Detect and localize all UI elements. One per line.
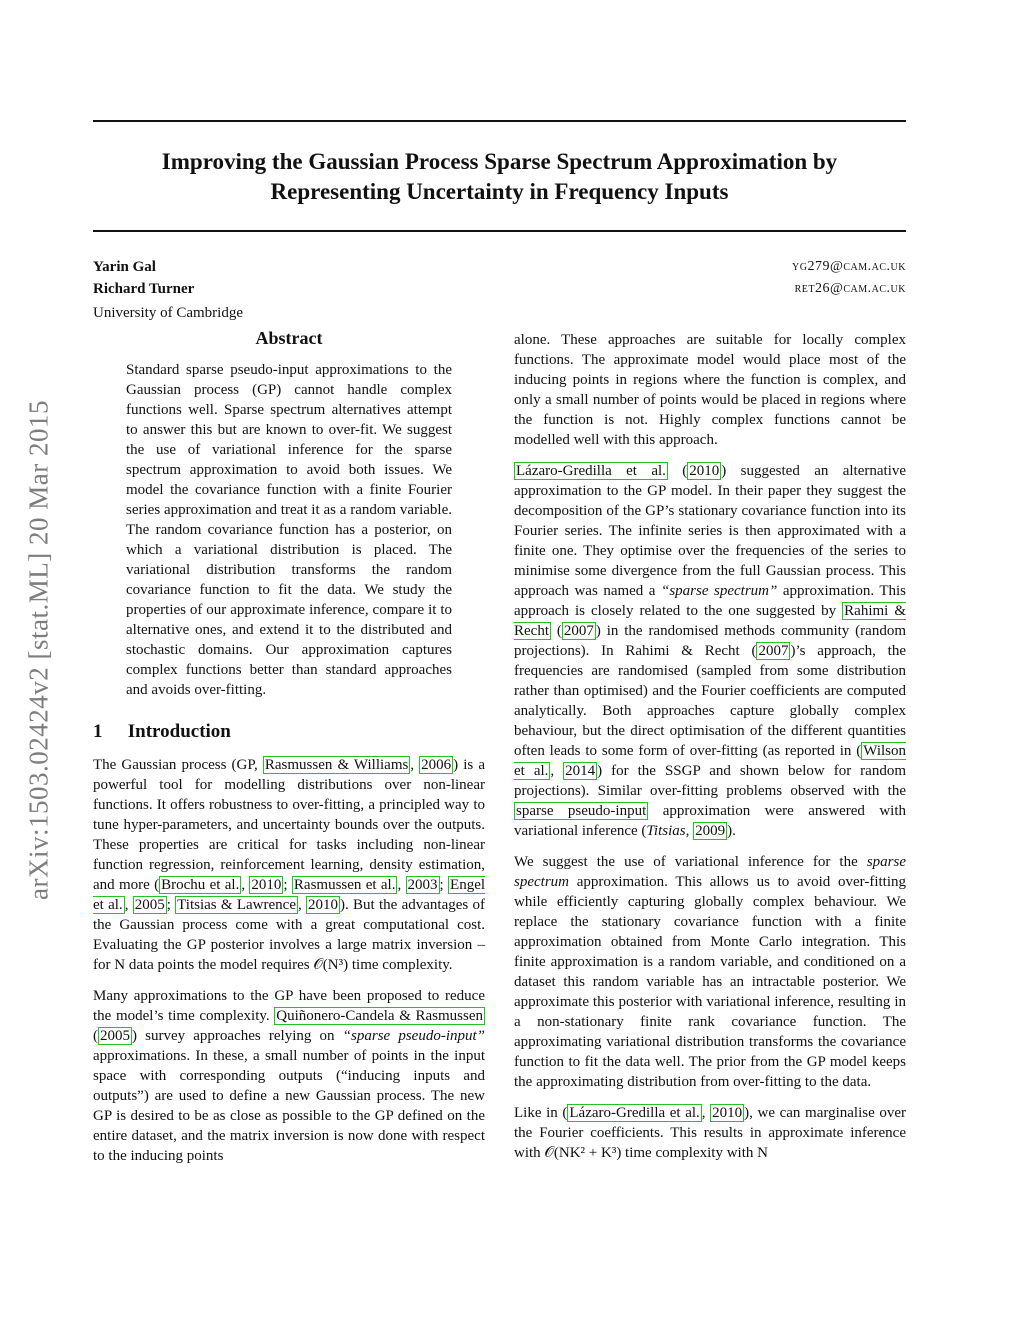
- citation-link[interactable]: 2005: [100, 1028, 130, 1044]
- intro-paragraph-2: [93, 986, 485, 1166]
- body-text: ,: [397, 877, 406, 893]
- citation-link[interactable]: Titsias & Lawrence: [177, 897, 296, 913]
- author-name: Richard Turner: [93, 281, 195, 297]
- citation-link[interactable]: Lázaro-Gredilla et al.: [569, 1105, 700, 1121]
- intro-paragraph-1: [93, 755, 485, 975]
- citation-link[interactable]: Brochu et al.: [161, 877, 240, 893]
- citation-link[interactable]: Rasmussen et al.: [293, 877, 396, 893]
- intro-paragraph-continued: alone. These approaches are suitable for locally complex functions. The approximate model would place most of the inducing points in regions where the function is complex, and only a small number of points would be placed in regions where the function is not. Highly complex functions cannot be modelled well with this approach.: [514, 332, 906, 448]
- body-text: (: [93, 1028, 98, 1044]
- author-email: yg279@cam.ac.uk: [792, 259, 906, 274]
- citation-link[interactable]: 2003: [407, 877, 438, 893]
- author-email: ret26@cam.ac.uk: [794, 281, 906, 296]
- body-text: ,: [701, 1105, 711, 1121]
- citation-link[interactable]: Rasmussen & Williams: [264, 757, 409, 773]
- body-text: We suggest the use of variational inference for the: [514, 854, 867, 870]
- intro-paragraph-4: [514, 852, 906, 1092]
- author-row: [93, 278, 906, 300]
- citation-link[interactable]: Lázaro-Gredilla et al.: [516, 463, 666, 479]
- arxiv-identifier: arXiv:1503.02424v2 [stat.ML] 20 Mar 2015: [23, 400, 54, 900]
- body-text: ) in the randomised methods community (random projections). In: [514, 623, 906, 659]
- abstract-text: Standard sparse pseudo-input approximations to the Gaussian process (GP) cannot handle complex functions well. Sparse spectrum alternatives attempt to answer this but are known to over-fit. We suggest the use of variational inference for the sparse spectrum approximation to avoid both issues. We model the covariance function with a finite Fourier series approximation and treat it as a random variable. The random covariance function has a posterior, on which a variational distribution is placed. The variational distribution transforms the random covariance function to fit the data. We study the properties of our approximate inference, compare it to alternative ones, and extend it to the distributed and stochastic domains. Our approximation captures complex functions better than standard approaches and avoids over-fitting.: [126, 362, 452, 698]
- author-block: [93, 256, 906, 324]
- body-text: ), we can marginalise over the Fourier coefficients. This results in approximate inference with 𝒪(NK² + K³) time complexity with N: [514, 1105, 907, 1161]
- body-text: ;: [166, 897, 176, 913]
- body-text: ).: [727, 823, 736, 839]
- body-text: ,: [685, 823, 694, 839]
- body-text: )’s approach, the frequencies are randomised (sampled from some distribution rather than optimised) and the Fourier coefficients are computed analytically. Both approaches capture globally complex behaviour, but the direct optimisation of the different quantities often leads to some form of over-fitting (as reported in (: [514, 643, 907, 759]
- body-text: ,: [410, 757, 420, 773]
- citation-link[interactable]: sparse pseudo-input: [516, 803, 647, 819]
- body-text: approximation were answered with variational inference (: [514, 803, 906, 839]
- body-text: ,: [298, 897, 307, 913]
- title-line-2: Representing Uncertainty in Frequency Inputs: [270, 179, 729, 204]
- citation-link[interactable]: 2007: [758, 643, 789, 659]
- intro-paragraph-5: [514, 1103, 906, 1163]
- left-column: [93, 326, 485, 1177]
- body-text: approximation. This allows us to avoid over-fitting while efficiently capturing globally complex behaviour. We replace the stationary covariance function with a finite approximation obtained from Monte Carlo integration. This finite approximation is a random variable, and conditioned on a dataset this random variable has an intractable posterior. We approximate this posterior with variational inference, resulting in a non-stationary finite rank covariance function. The approximating variational distribution transforms the covariance function to fit the data well. The prior from the GP model keeps the approximating distribution from over-fitting to the data.: [514, 874, 906, 1090]
- citation-link[interactable]: Wilson et al.: [514, 743, 906, 779]
- body-text: ;: [283, 877, 292, 893]
- body-text: ,: [550, 763, 564, 779]
- citation-link[interactable]: 2010: [712, 1105, 743, 1121]
- title-bottom-rule: [93, 230, 906, 232]
- citation-link[interactable]: 2014: [565, 763, 596, 779]
- body-text: Rahimi & Recht: [625, 643, 740, 659]
- author-name: Yarin Gal: [93, 259, 156, 275]
- abstract-heading: Abstract: [255, 328, 323, 348]
- emphasis-text: Titsias: [646, 823, 686, 839]
- citation-link[interactable]: Engel et al.: [93, 877, 486, 913]
- body-text: ) suggested an alternative approximation to the GP model. In their paper they suggest the decomposition of the GP’s stationary covariance function into its Fourier series. The infinite series is then approximated with a finite one. They optimise over the frequencies of the series to minimise some divergence from the full Gaussian process. This approach was named a: [514, 463, 907, 599]
- author-row: [93, 256, 906, 278]
- body-text: ) for the SSGP and shown below for random projections). Similar over-fitting problems observed with the: [514, 763, 907, 799]
- citation-link[interactable]: 2010: [251, 877, 282, 893]
- citation-link[interactable]: 2009: [695, 823, 726, 839]
- body-text: ). But the advantages of the Gaussian process come with a great computational cost. Evaluating the GP posterior involves a large matrix inversion – for N data points the model requires 𝒪(N³) time complexity.: [93, 897, 486, 973]
- emphasis-text: “sparse pseudo-input”: [342, 1028, 485, 1044]
- intro-paragraph-3: [514, 461, 906, 841]
- emphasis-text: “sparse spectrum”: [660, 583, 778, 599]
- emphasis-text: sparse spectrum: [514, 854, 906, 890]
- body-text: ) survey approaches relying on: [132, 1028, 343, 1044]
- body-text: approximations. In these, a small number of points in the input space with corresponding outputs (“inducing inputs and outputs”) are used to define a new Gaussian process. The new GP is desired to be as close as possible to the GP defined on the entire dataset, and the matrix inversion is now done with respect to the inducing points: [93, 1048, 485, 1164]
- section-heading: [93, 720, 485, 744]
- citation-link[interactable]: 2010: [689, 463, 720, 479]
- title-line-1: Improving the Gaussian Process Sparse Spectrum Approximation by: [161, 149, 838, 174]
- paper-title: [93, 147, 906, 207]
- body-text: ) is a powerful tool for modelling distributions over non-linear functions. It offers robustness to over-fitting, a principled way to tune hyper-parameters, and uncertainty bounds over the outputs. These properties are critical for tasks including non-linear function regression, reinforcement learning, density estimation, and more (: [93, 757, 485, 893]
- citation-link[interactable]: 2005: [134, 897, 165, 913]
- citation-link[interactable]: 2010: [308, 897, 339, 913]
- body-text: Like in (: [514, 1105, 568, 1121]
- body-text: (: [551, 623, 562, 639]
- citation-link[interactable]: Rahimi & Recht: [514, 603, 906, 639]
- body-text: (: [739, 643, 757, 659]
- body-text: (: [667, 463, 688, 479]
- title-top-rule: [93, 120, 906, 122]
- affiliation: University of Cambridge: [93, 305, 243, 321]
- section-number: 1: [93, 721, 103, 742]
- citation-link[interactable]: 2006: [421, 757, 452, 773]
- body-text: The Gaussian process (GP,: [93, 757, 263, 773]
- section-title: Introduction: [127, 721, 231, 742]
- body-text: ;: [439, 877, 449, 893]
- body-text: Many approximations to the GP have been proposed to reduce the model’s time complexity.: [93, 988, 485, 1024]
- body-text: ,: [124, 897, 133, 913]
- body-text: ,: [241, 877, 250, 893]
- right-column: [514, 330, 906, 1174]
- arxiv-sidebar: [14, 340, 64, 960]
- body-text: approximation. This approach is closely related to the one suggested by: [514, 583, 906, 619]
- citation-link[interactable]: Quiñonero-Candela & Rasmussen: [276, 1008, 483, 1024]
- citation-link[interactable]: 2007: [563, 623, 594, 639]
